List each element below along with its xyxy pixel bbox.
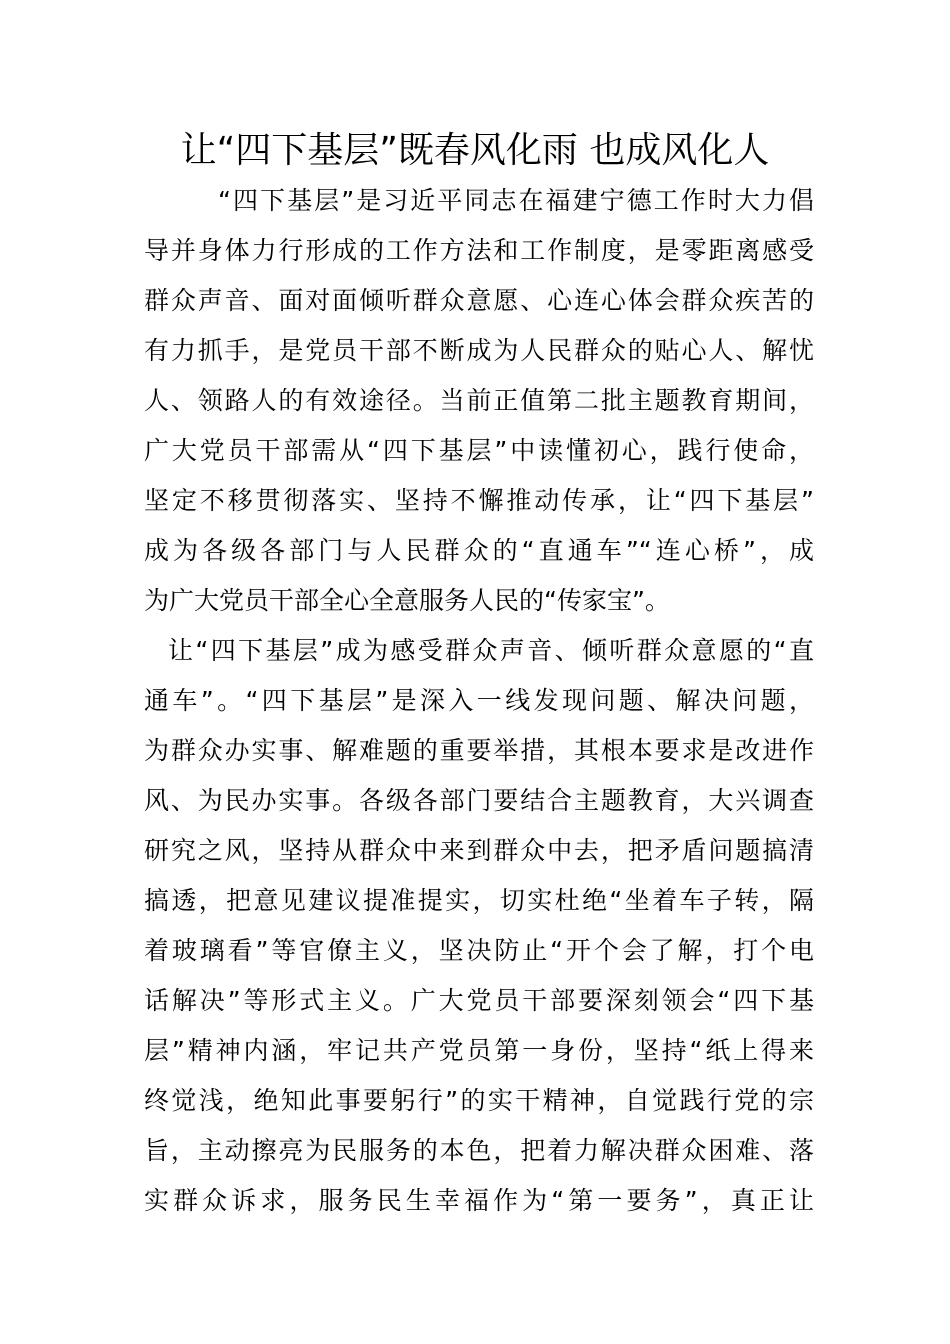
paragraph-2-line-6: 搞透，把意见建议提准提实，切实杜绝“坐着车子转，隔 [144, 886, 814, 915]
paragraph-1-line-2: 导并身体力行形成的工作方法和工作制度，是零距离感受 [144, 236, 814, 265]
paragraph-2-line-4: 风、为民办实事。各级各部门要结合主题教育，大兴调查 [144, 786, 814, 815]
paragraph-1-line-8: 成为各级各部门与人民群众的“直通车”“连心桥”，成 [144, 536, 814, 565]
paragraph-2-line-1: 让“四下基层”成为感受群众声音、倾听群众意愿的“直 [168, 636, 814, 665]
paragraph-2-line-10: 终觉浅，绝知此事要躬行”的实干精神，自觉践行党的宗 [144, 1086, 814, 1115]
paragraph-1-line-3: 群众声音、面对面倾听群众意愿、心连心体会群众疾苦的 [144, 286, 814, 315]
paragraph-2-line-11: 旨，主动擦亮为民服务的本色，把着力解决群众困难、落 [144, 1136, 814, 1165]
paragraph-2-line-2: 通车”。“四下基层”是深入一线发现问题、解决问题， [144, 686, 814, 715]
paragraph-2-line-3: 为群众办实事、解难题的重要举措，其根本要求是改进作 [144, 736, 814, 765]
paragraph-2-line-9: 层”精神内涵，牢记共产党员第一身份，坚持“纸上得来 [144, 1036, 814, 1065]
paragraph-2-line-8: 话解决”等形式主义。广大党员干部要深刻领会“四下基 [144, 986, 814, 1015]
document-title: 让“四下基层”既春风化雨 也成风化人 [180, 130, 770, 171]
paragraph-2-line-12: 实群众诉求，服务民生幸福作为“第一要务”，真正让 [144, 1186, 814, 1215]
paragraph-2-line-5: 研究之风，坚持从群众中来到群众中去，把矛盾问题搞清 [144, 836, 814, 865]
paragraph-1-line-6: 广大党员干部需从“四下基层”中读懂初心，践行使命， [144, 436, 814, 465]
paragraph-1-line-1: “四下基层”是习近平同志在福建宁德工作时大力倡 [218, 186, 814, 215]
document-body [144, 176, 814, 1226]
paragraph-2-line-7: 着玻璃看”等官僚主义，坚决防止“开个会了解，打个电 [144, 936, 814, 965]
paragraph-1-line-7: 坚定不移贯彻落实、坚持不懈推动传承，让“四下基层” [144, 486, 814, 515]
paragraph-1-line-4: 有力抓手，是党员干部不断成为人民群众的贴心人、解忧 [144, 336, 814, 365]
paragraph-1-line-9: 为广大党员干部全心全意服务人民的“传家宝”。 [144, 586, 670, 615]
paragraph-1-line-5: 人、领路人的有效途径。当前正值第二批主题教育期间， [144, 386, 814, 415]
